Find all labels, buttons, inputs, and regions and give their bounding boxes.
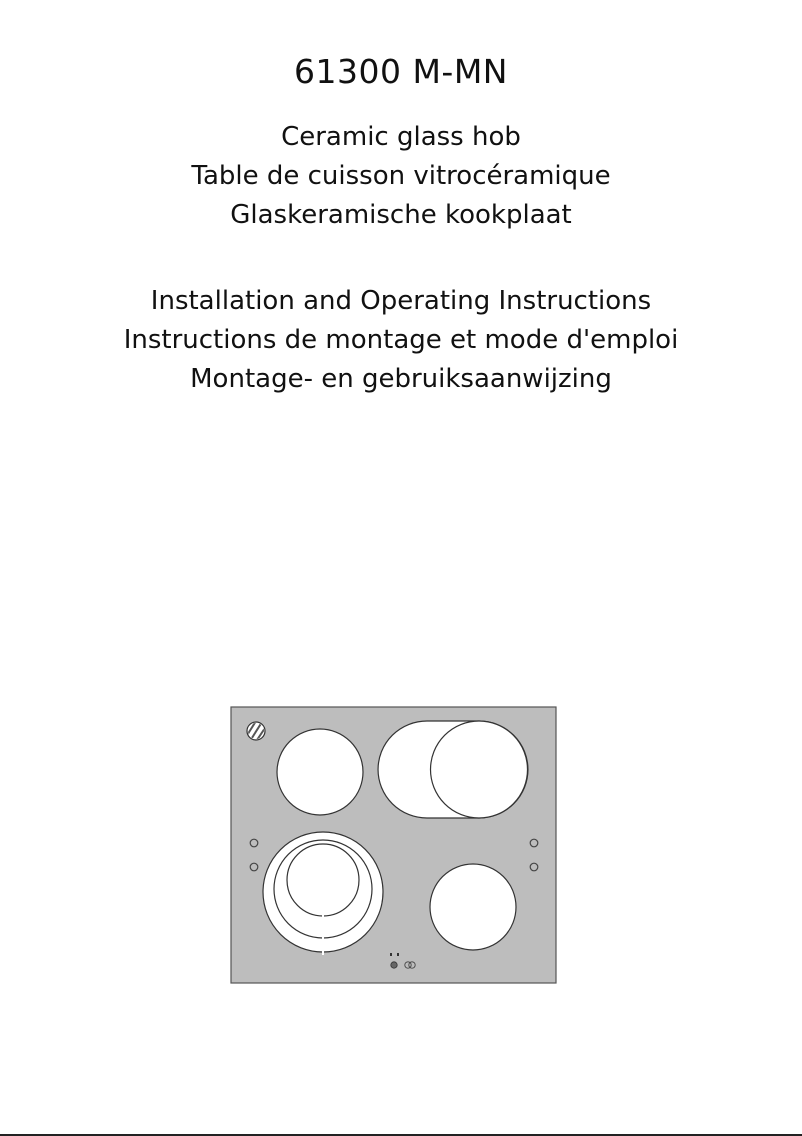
manual-title-en: Installation and Operating Instructions xyxy=(150,286,652,316)
manual-title-fr: Instructions de montage et mode d'emploi xyxy=(123,325,679,355)
product-name-nl: Glaskeramische kookplaat xyxy=(230,200,572,230)
product-name-en: Ceramic glass hob xyxy=(281,122,521,152)
cooking-zone-oval-inner xyxy=(431,721,528,818)
model-number: 61300 M-MN xyxy=(293,52,508,91)
manual-title-nl: Montage- en gebruiksaanwijzing xyxy=(190,364,612,394)
cooking-zone-oval xyxy=(378,721,528,818)
indicator-lamp-icon xyxy=(391,962,397,968)
cooking-zone-front-left-top xyxy=(277,729,363,815)
product-name-fr: Table de cuisson vitrocéramique xyxy=(191,161,611,191)
cooking-zone-rear-right xyxy=(430,864,516,950)
